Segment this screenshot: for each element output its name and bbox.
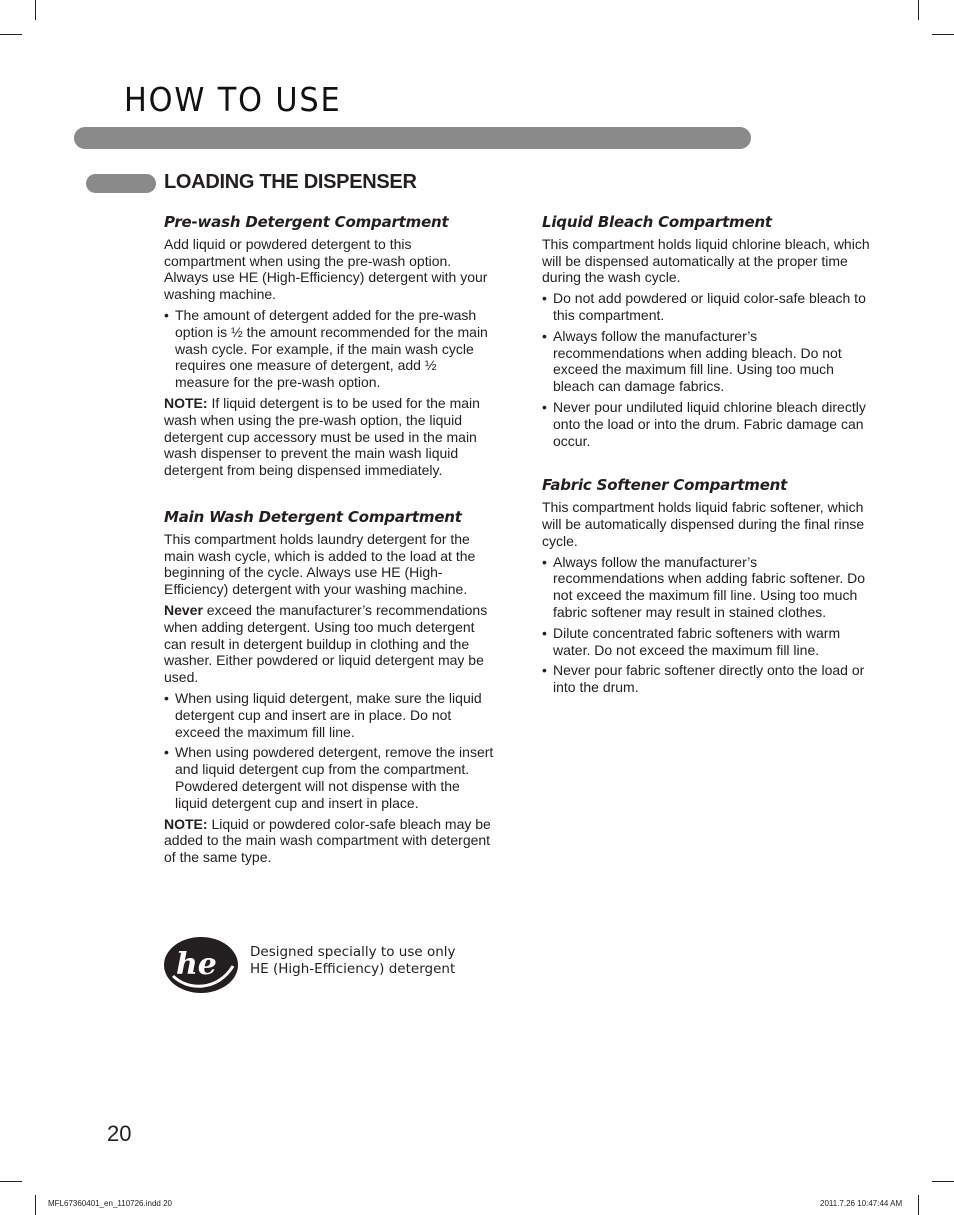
crop-mark	[918, 0, 919, 20]
he-logo-block	[163, 936, 493, 996]
mainwash-heading: Main Wash Detergent Compartment	[164, 507, 462, 526]
softener-heading: Fabric Softener Compartment	[542, 476, 788, 495]
softener-intro: This compartment holds liquid fabric softener, which will be automatically dispensed during the final rinse cycle.	[542, 499, 865, 549]
crop-mark	[932, 1181, 954, 1182]
never-text: exceed the manufacturer’s recommendations when adding detergent. Using too much detergent can result in detergent buildup in clothing and the washer. Either powdered or liquid detergent may be used.	[164, 601, 488, 686]
list-item: • Always follow the manufacturer’s recommendations when adding fabric softener. Do not exceed the maximum fill line. Using too much fabric softener may result in stained clothes.	[542, 554, 872, 621]
note-text: If liquid detergent is to be used for the main wash when using the pre-wash option, the liquid detergent cup accessory must be used in the main wash dispenser to prevent the main wash liquid detergent from being dispensed immediately.	[164, 394, 480, 479]
timestamp: 2011.7.26 10:47:44 AM	[820, 1199, 903, 1208]
left-column	[164, 214, 494, 870]
page-header-title: HOW TO USE	[124, 80, 342, 119]
list-item: • Never pour fabric softener directly onto the load or into the drum.	[542, 662, 872, 696]
prewash-intro: Add liquid or powdered detergent to this compartment when using the pre-wash option. Always use HE (High-Efficiency) detergent with your washing machine.	[164, 235, 488, 303]
list-item: • Always follow the manufacturer’s recommendations when adding bleach. Do not exceed the maximum fill line. Using too much bleach can damage fabrics.	[542, 328, 872, 395]
he-line-2: HE (High-Efficiency) detergent	[250, 961, 456, 977]
list-item: • Never pour undiluted liquid chlorine bleach directly onto the load or into the drum. Fabric damage can occur.	[542, 399, 872, 449]
list-item: • When using liquid detergent, make sure the liquid detergent cup and insert are in place. Do not exceed the maximum fill line.	[164, 690, 494, 740]
mainwash-intro: This compartment holds laundry detergent for the main wash cycle, which is added to the load at the beginning of the cycle. Always use HE (High-Efficiency) detergent with your washing machine.	[164, 530, 476, 598]
never-label: Never	[164, 601, 203, 618]
he-logo-letters: he	[176, 947, 217, 982]
prewash-note	[164, 395, 494, 479]
crop-mark	[932, 34, 954, 35]
note-label: NOTE:	[164, 815, 208, 832]
softener-bullets	[542, 554, 872, 696]
section-pill	[86, 174, 156, 193]
header-bar	[74, 127, 751, 149]
mainwash-never	[164, 602, 494, 686]
crop-mark	[35, 0, 36, 20]
list-item: • The amount of detergent added for the pre-wash option is ½ the amount recommended for the main wash cycle. For example, if the main wash cycle requires one measure of detergent, add ½ measure for the pre-wash option.	[164, 307, 494, 391]
list-item: • Do not add powdered or liquid color-safe bleach to this compartment.	[542, 290, 872, 324]
mainwash-note	[164, 816, 494, 866]
bleach-bullets	[542, 290, 872, 449]
crop-mark	[0, 34, 22, 35]
bleach-intro: This compartment holds liquid chlorine bleach, which will be dispensed automatically at the proper time during the wash cycle.	[542, 235, 870, 286]
list-item: • When using powdered detergent, remove the insert and liquid detergent cup from the compartment. Powdered detergent will not dispense with the liquid detergent cup and insert in place.	[164, 744, 494, 811]
crop-mark	[0, 1181, 22, 1182]
prewash-heading: Pre-wash Detergent Compartment	[164, 213, 449, 231]
file-info: MFL67360401_en_110726.indd 20	[48, 1199, 172, 1208]
he-line-1: Designed specially to use only	[250, 944, 456, 960]
bleach-heading: Liquid Bleach Compartment	[542, 213, 772, 231]
prewash-bullets	[164, 307, 494, 391]
note-text: Liquid or powdered color-safe bleach may be added to the main wash compartment with detergent of the same type.	[164, 815, 491, 866]
page-number: 20	[107, 1121, 132, 1146]
list-item: • Dilute concentrated fabric softeners with warm water. Do not exceed the maximum fill line.	[542, 625, 872, 659]
section-title: LOADING THE DISPENSER	[164, 171, 417, 193]
right-column	[542, 214, 872, 700]
crop-mark	[35, 1195, 36, 1215]
note-label: NOTE:	[164, 394, 208, 411]
he-description	[250, 944, 456, 978]
crop-mark	[918, 1195, 919, 1215]
mainwash-bullets	[164, 690, 494, 812]
he-logo-icon	[163, 936, 239, 994]
